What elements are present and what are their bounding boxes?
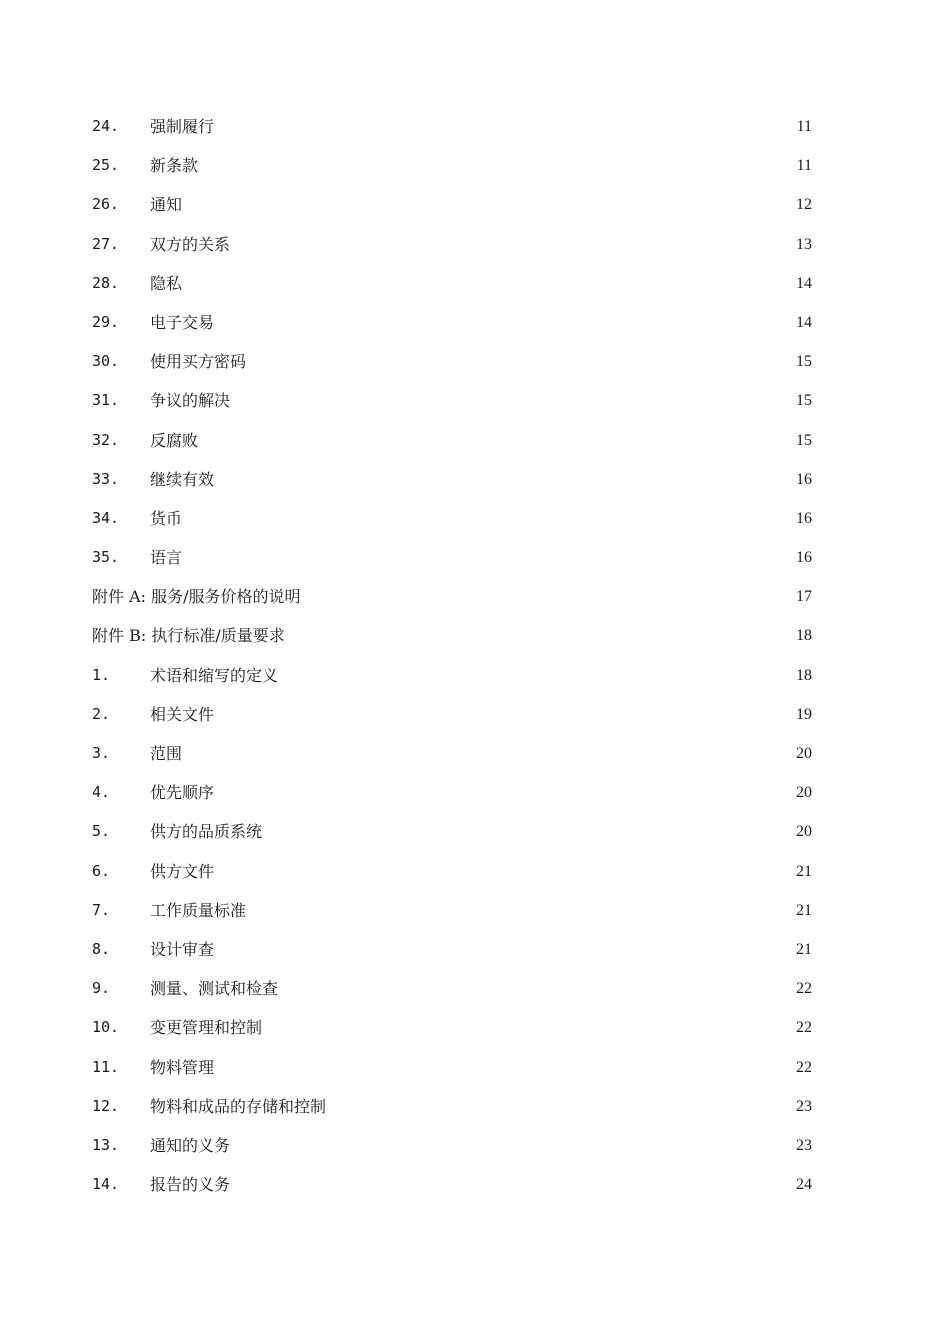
- toc-entry-number: 30.: [92, 352, 120, 371]
- toc-entry-number: 14.: [92, 1175, 120, 1194]
- toc-entry-title: 供方的品质系统: [150, 822, 263, 842]
- toc-entry-page: 20: [796, 823, 812, 841]
- toc-entry-title: 通知: [150, 195, 183, 215]
- toc-entry-title: 争议的解决: [150, 391, 231, 411]
- toc-entry-number: 4.: [92, 783, 111, 802]
- toc-entry-page: 15: [796, 431, 812, 449]
- toc-entry-page: 24: [796, 1176, 812, 1194]
- toc-entry-page: 20: [796, 784, 812, 802]
- toc-entry-title: 语言: [150, 548, 183, 568]
- toc-entry-number: 25.: [92, 156, 120, 175]
- toc-entry[interactable]: [92, 969, 812, 1008]
- toc-entry-number: 1.: [92, 665, 111, 684]
- toc-entry-number: 33.: [92, 469, 120, 488]
- toc-entry-number: 34.: [92, 508, 120, 527]
- toc-entry-title: 设计审查: [150, 939, 215, 959]
- toc-entry[interactable]: [92, 185, 812, 224]
- toc-entry-page: 18: [796, 666, 812, 684]
- toc-entry[interactable]: [92, 1087, 812, 1126]
- toc-entry-title: 报告的义务: [150, 1175, 231, 1195]
- toc-entry-title: 工作质量标准: [150, 900, 247, 920]
- toc-entry-page: 18: [796, 627, 812, 645]
- toc-appendix-entry[interactable]: [92, 616, 812, 655]
- toc-entry-page: 23: [796, 1097, 812, 1115]
- toc-entry-number: 35.: [92, 548, 120, 567]
- table-of-contents: [92, 107, 812, 1204]
- toc-entry-page: 13: [796, 235, 812, 253]
- toc-entry[interactable]: [92, 381, 812, 420]
- toc-entry-page: 17: [796, 588, 812, 606]
- toc-entry-page: 23: [796, 1136, 812, 1154]
- toc-entry[interactable]: [92, 264, 812, 303]
- toc-entry[interactable]: [92, 656, 812, 695]
- toc-entry-number: 11.: [92, 1057, 120, 1076]
- toc-entry[interactable]: [92, 930, 812, 969]
- toc-entry[interactable]: [92, 421, 812, 460]
- toc-entry[interactable]: [92, 499, 812, 538]
- toc-entry-number: 13.: [92, 1135, 120, 1154]
- toc-entry-number: 7.: [92, 900, 111, 919]
- toc-entry-title: 测量、测试和检查: [150, 979, 279, 999]
- toc-entry[interactable]: [92, 225, 812, 264]
- toc-entry-title: 继续有效: [150, 469, 215, 489]
- toc-entry-number: 8.: [92, 939, 111, 958]
- toc-entry-page: 21: [796, 940, 812, 958]
- toc-entry[interactable]: [92, 1048, 812, 1087]
- toc-entry-page: 11: [796, 118, 812, 135]
- toc-entry[interactable]: [92, 773, 812, 812]
- toc-entry-page: 20: [796, 745, 812, 762]
- toc-entry-title: 双方的关系: [150, 234, 231, 254]
- toc-entry-page: 11: [796, 157, 812, 175]
- toc-entry-number: 28.: [92, 273, 120, 292]
- toc-entry-title: 物料和成品的存储和控制: [150, 1096, 327, 1116]
- toc-entry-number: 31.: [92, 391, 120, 410]
- toc-entry[interactable]: [92, 1008, 812, 1047]
- toc-appendix-entry[interactable]: [92, 577, 812, 616]
- toc-entry-title: 反腐败: [150, 430, 199, 450]
- toc-entry-title: 电子交易: [150, 312, 215, 332]
- toc-entry-page: 12: [796, 196, 812, 214]
- toc-entry-number: 9.: [92, 979, 111, 998]
- toc-entry-number: 24.: [92, 117, 120, 135]
- toc-entry-title: 强制履行: [150, 117, 215, 136]
- toc-entry-number: 29.: [92, 312, 120, 331]
- toc-entry[interactable]: [92, 695, 812, 734]
- toc-entry-title: 货币: [150, 508, 183, 528]
- toc-entry-title: 范围: [150, 744, 183, 763]
- toc-entry[interactable]: [92, 303, 812, 342]
- toc-entry-page: 15: [796, 353, 812, 371]
- toc-entry-page: 16: [796, 470, 812, 488]
- toc-entry-title: 相关文件: [150, 704, 215, 724]
- toc-entry-title: 物料管理: [150, 1057, 215, 1077]
- toc-entry-number: 27.: [92, 234, 120, 253]
- toc-entry[interactable]: [92, 342, 812, 381]
- toc-entry[interactable]: [92, 812, 812, 851]
- toc-entry-page: 22: [796, 1019, 812, 1037]
- toc-entry-number: 32.: [92, 430, 120, 449]
- toc-entry-page: 21: [796, 901, 812, 919]
- toc-entry-page: 19: [796, 705, 812, 723]
- toc-entry[interactable]: [92, 734, 812, 773]
- toc-entry[interactable]: [92, 852, 812, 891]
- toc-entry-title: 术语和缩写的定义: [150, 665, 279, 685]
- toc-entry[interactable]: [92, 891, 812, 930]
- toc-entry-page: 14: [796, 313, 812, 331]
- toc-entry-title: 使用买方密码: [150, 352, 247, 372]
- toc-entry[interactable]: [92, 146, 812, 185]
- toc-entry[interactable]: [92, 538, 812, 577]
- toc-entry-page: 21: [796, 862, 812, 880]
- toc-entry-page: 22: [796, 980, 812, 998]
- toc-entry[interactable]: [92, 1126, 812, 1165]
- toc-entry-title: 新条款: [150, 156, 199, 176]
- toc-entry-title: 变更管理和控制: [150, 1018, 263, 1038]
- toc-entry-number: 26.: [92, 195, 120, 214]
- toc-entry-title: 附件 A: 服务/服务价格的说明: [92, 587, 301, 607]
- toc-entry-page: 16: [796, 509, 812, 527]
- toc-entry-page: 14: [796, 274, 812, 292]
- toc-entry-number: 10.: [92, 1018, 120, 1037]
- toc-entry-number: 6.: [92, 861, 111, 880]
- toc-entry-title: 优先顺序: [150, 783, 215, 803]
- toc-entry[interactable]: [92, 1165, 812, 1204]
- toc-entry-page: 15: [796, 392, 812, 410]
- toc-entry-number: 3.: [92, 744, 111, 762]
- toc-entry-title: 供方文件: [150, 861, 215, 881]
- toc-entry[interactable]: [92, 460, 812, 499]
- toc-entry-page: 22: [796, 1058, 812, 1076]
- toc-entry-number: 12.: [92, 1096, 120, 1115]
- toc-entry-number: 5.: [92, 822, 111, 841]
- toc-entry[interactable]: [92, 107, 812, 146]
- toc-entry-title: 隐私: [150, 273, 183, 293]
- toc-entry-title: 附件 B: 执行标准/质量要求: [92, 626, 285, 646]
- toc-entry-number: 2.: [92, 704, 111, 723]
- toc-entry-title: 通知的义务: [150, 1135, 231, 1155]
- toc-entry-page: 16: [796, 549, 812, 567]
